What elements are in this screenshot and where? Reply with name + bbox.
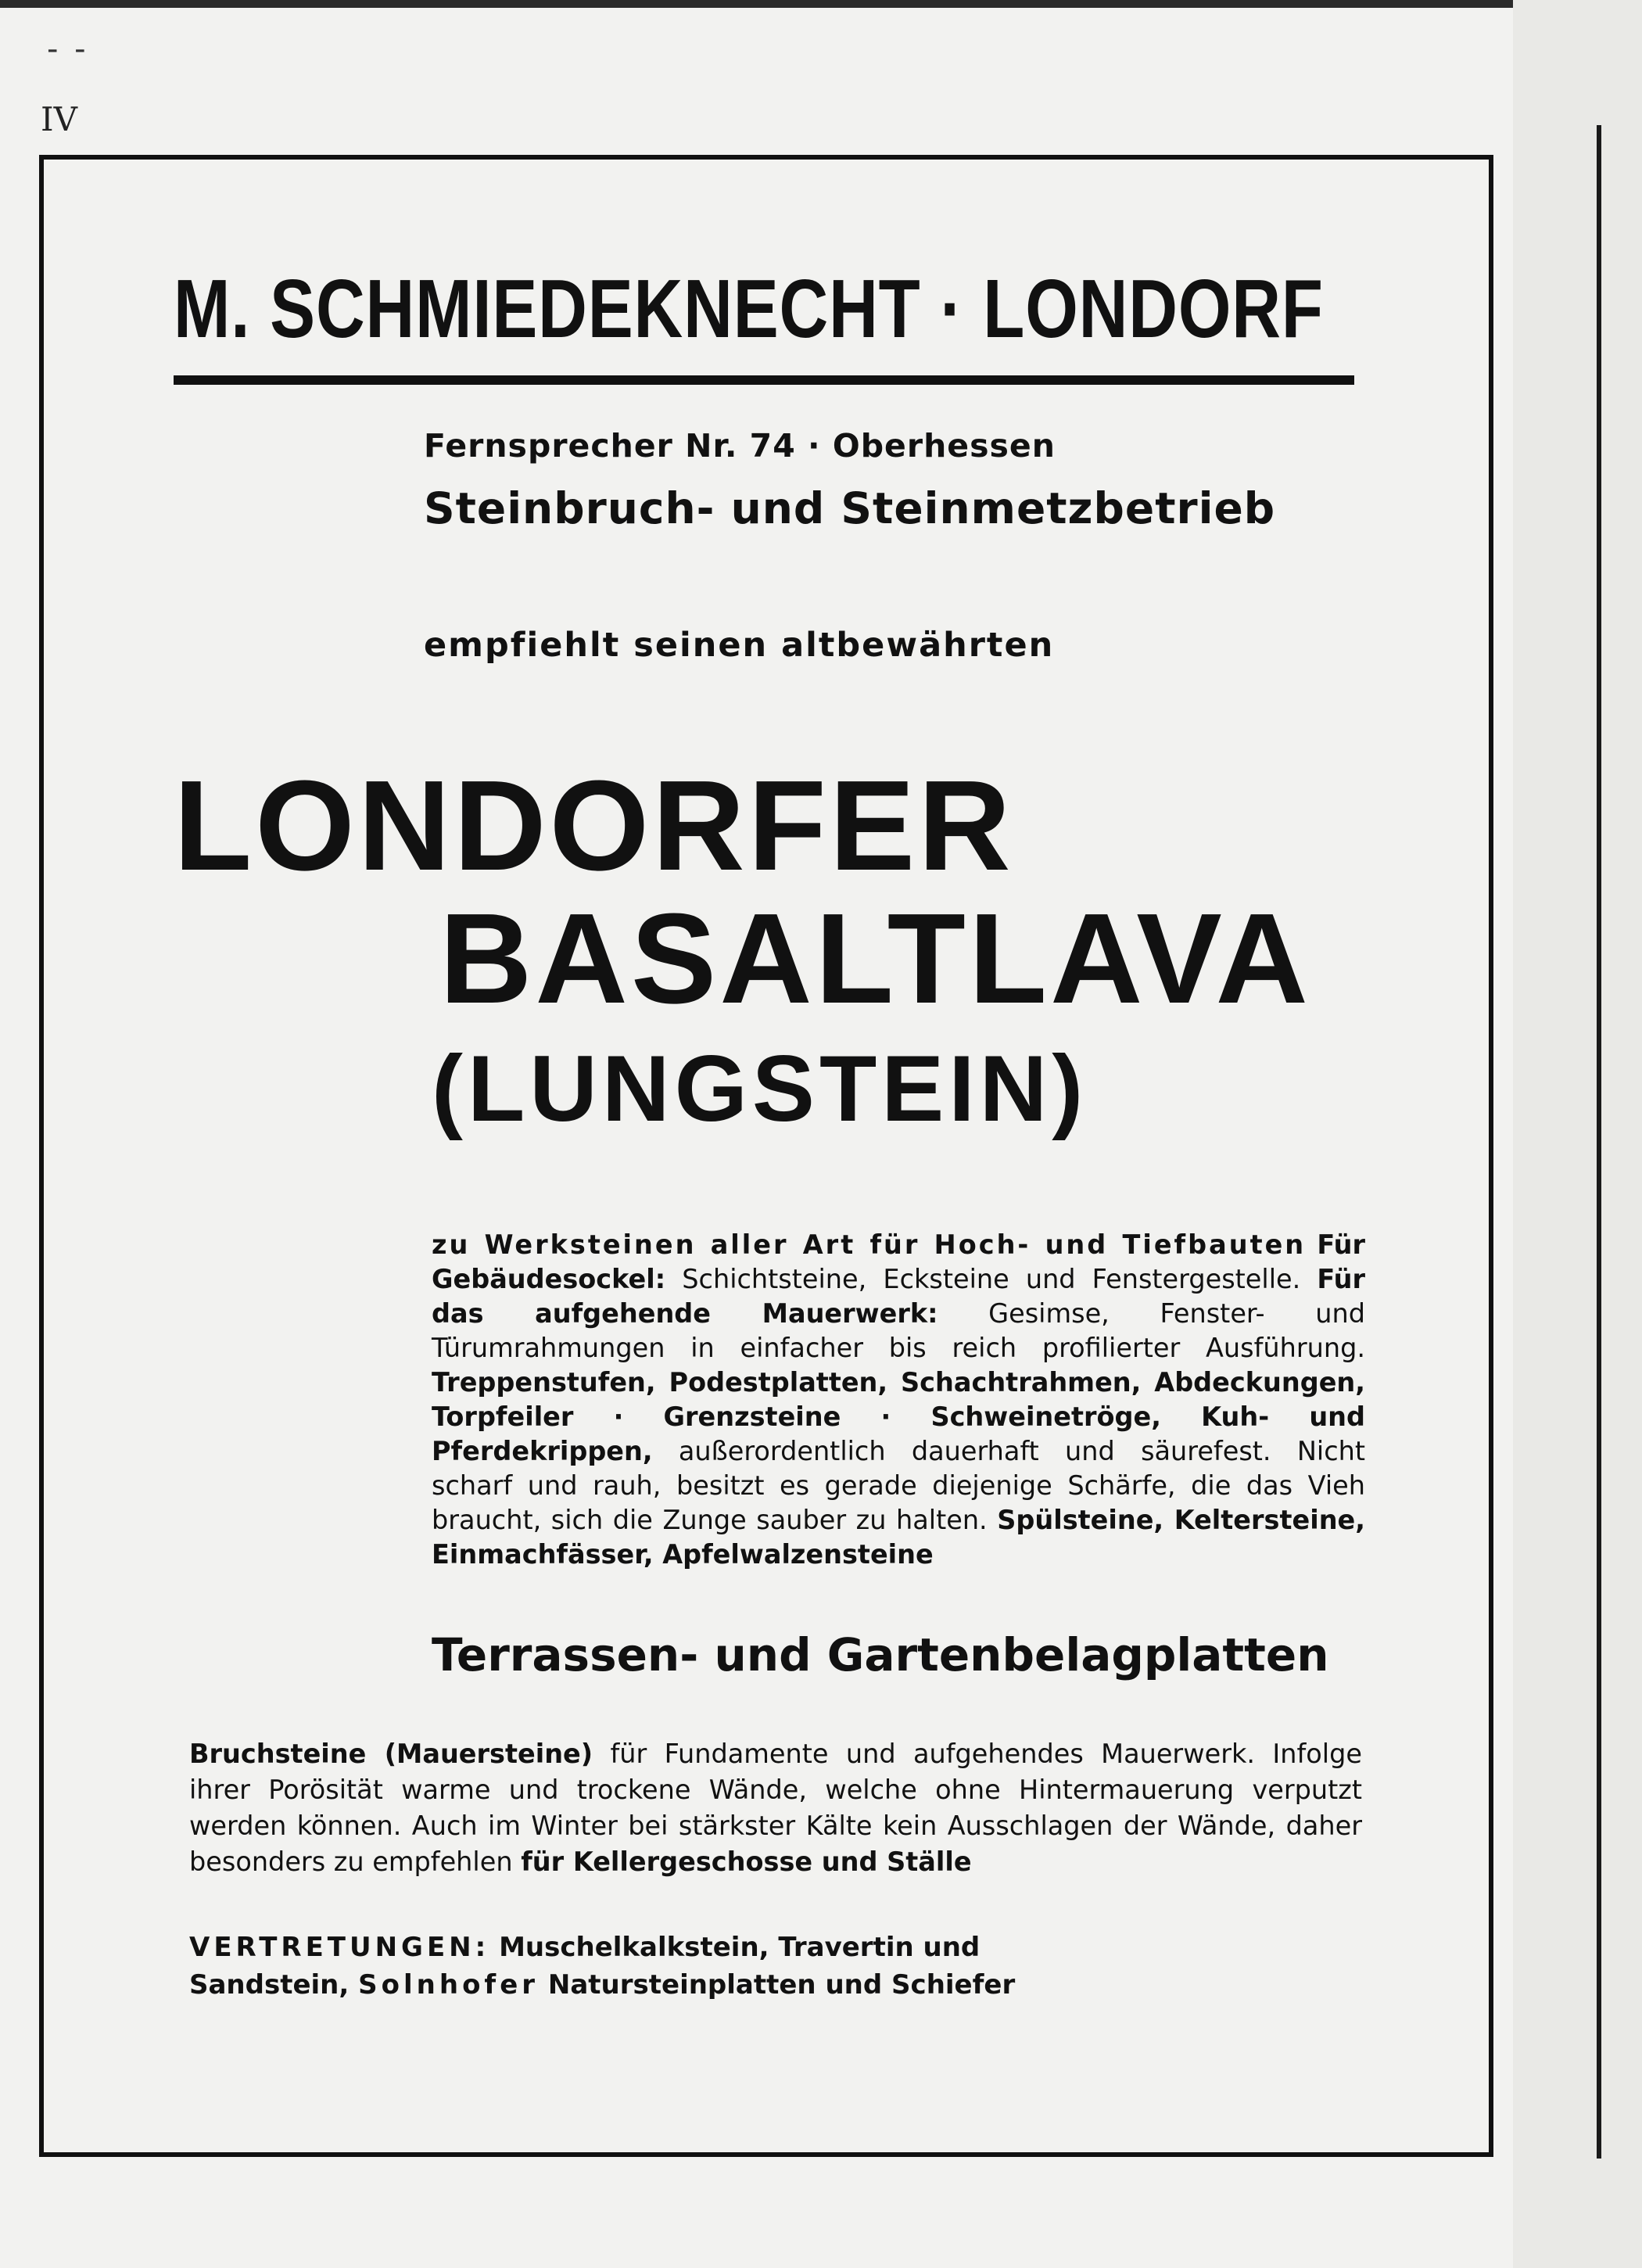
page-number: IV xyxy=(41,100,77,138)
phone-line: Fernsprecher Nr. 74 · Oberhessen xyxy=(424,427,1056,465)
quarry-paragraph xyxy=(189,1736,1362,1880)
masonry-label: Für das aufgehende Mauerwerk: xyxy=(432,1264,1366,1329)
facing-page-edge xyxy=(1513,0,1642,2268)
reps-text-2: Natursteinplatten und Schiefer xyxy=(547,1969,1016,2001)
misc-items: Spülsteine, Keltersteine, Einmachfässer, Apfelwalzensteine xyxy=(432,1505,1365,1570)
quarry-tail: für Kellergeschosse und Ställe xyxy=(521,1846,972,1877)
socket-text: Schichtsteine, Ecksteine und Fenstergestelle. xyxy=(682,1264,1301,1294)
socket-label: Für Gebäudesockel: xyxy=(432,1229,1365,1294)
items-list: Treppenstufen, Podestplatten, Schachtrahmen, Abdeckungen, Torpfeiler · Grenzsteine · Schweinetröge, Kuh- und Pferdekrippen, xyxy=(432,1367,1365,1466)
top-marks: - - xyxy=(47,31,89,67)
facing-page-border xyxy=(1597,125,1601,2159)
reps-solnhofer: Solnhofer xyxy=(358,1969,540,2001)
top-page-rule xyxy=(0,0,1533,8)
masonry-text: Gesimse, Fenster- und Türumrahmungen in einfacher bis reich profilierter Ausführung. xyxy=(432,1298,1365,1363)
reps-label: VERTRETUNGEN: xyxy=(189,1932,490,1963)
quarry-label: Bruchsteine (Mauersteine) xyxy=(189,1739,593,1769)
business-type: Steinbruch- und Steinmetzbetrieb xyxy=(424,483,1276,533)
garden-heading: Terrassen- und Gartenbelagplatten xyxy=(432,1628,1329,1681)
advertisement-frame xyxy=(39,155,1493,2157)
recommend-line: empfiehlt seinen altbewährten xyxy=(424,626,1055,665)
product-name-line-3: (LUNGSTEIN) xyxy=(432,1036,1088,1141)
animal-text: außerordentlich dauerhaft und säurefest. Nicht scharf und rauh, besitzt es gerade diejenige Schärfe, die das Vieh braucht, sich die Zunge sauber zu halten. xyxy=(432,1436,1365,1535)
uses-lead: zu Werksteinen aller Art für Hoch- und Tiefbauten xyxy=(432,1229,1307,1260)
representations-paragraph xyxy=(189,1929,1088,2004)
uses-paragraph xyxy=(432,1228,1365,1572)
product-name-line-2: BASALTLAVA xyxy=(439,887,1311,1030)
product-name-line-1: LONDORFER xyxy=(174,754,1014,897)
company-underline xyxy=(174,375,1354,385)
company-name: M. SCHMIEDEKNECHT · LONDORF xyxy=(174,263,1324,355)
reps-text-1: Muschelkalkstein, Travertin und Sandstein, xyxy=(189,1932,981,2001)
quarry-text: für Fundamente und aufgehendes Mauerwerk. Infolge ihrer Porösität warme und trockene Wände, welche ohne Hintermauerung verputzt werden können. Auch im Winter bei stärkster Kälte kein Ausschlagen der Wände, daher besonders zu empfehlen xyxy=(189,1739,1362,1877)
advertisement xyxy=(44,160,1489,2152)
